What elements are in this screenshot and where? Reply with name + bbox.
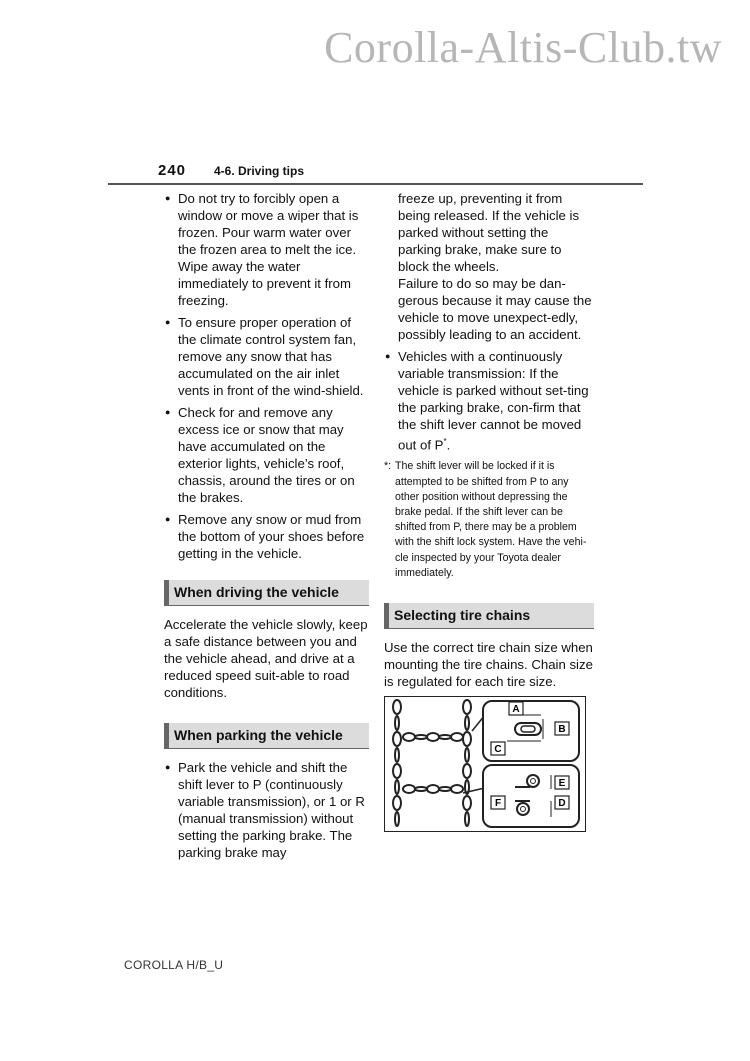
footnote-text: The shift lever will be locked if it is attempted to be shifted from P to any other position without depressing the brake pedal. If the shift lever can be shifted from P, there may be a problem with the shift lock system. Have the vehi-cle inspected by your Toyota dealer immediately. [395, 460, 587, 579]
label-c: C [494, 744, 502, 756]
section-title: 4-6. Driving tips [214, 164, 305, 178]
bullet-cvt [384, 348, 594, 453]
page-number: 240 [158, 162, 187, 179]
parking-continuation: freeze up, preventing it from being released. If the vehicle is parked without setting the parking brake, make sure to block the wheels. [398, 191, 580, 274]
driving-text: Accelerate the vehicle slowly, keep a safe distance between you and the vehicle ahead, and drive at a reduced speed suit-able to road conditions. [164, 617, 368, 700]
label-b: B [558, 724, 566, 736]
cvt-end: . [446, 437, 451, 453]
watermark: Corolla-Altis-Club.tw [324, 23, 722, 72]
upper-cross-chain [403, 733, 463, 741]
heading-parking: When parking the vehicle [164, 723, 369, 749]
label-d: D [558, 798, 566, 810]
label-e: E [558, 778, 566, 790]
heading-tire-chains: Selecting tire chains [384, 603, 594, 629]
footnote-mark: *: [384, 460, 392, 473]
bullet-climate-fan: ● To ensure proper operation of the climate control system fan, remove any snow that has accumulated on the air inlet vents in front of the wind-shield. [164, 314, 369, 399]
label-f: F [494, 798, 502, 810]
left-vertical-chain [393, 700, 401, 826]
right-vertical-chain [463, 700, 471, 826]
tire-chain-figure [384, 696, 586, 832]
label-a: A [512, 704, 520, 716]
left-column [164, 190, 369, 866]
tire-chain-diagram [385, 697, 585, 831]
footer-model: COROLLA H/B_U [124, 958, 224, 972]
lower-cross-chain [403, 785, 463, 793]
footnote-ref: * [443, 437, 447, 446]
cvt-text: Vehicles with a continuously variable transmission: If the vehicle is parked without set-ting the parking brake, con-firm that the shift lever cannot be moved out of P [398, 349, 589, 453]
chains-text: Use the correct tire chain size when mounting the tire chains. Chain size is regulated for each tire size. [384, 640, 593, 690]
footnote [384, 459, 594, 581]
bullet-shoes: ● Remove any snow or mud from the bottom of your shoes before getting in the vehicle. [164, 511, 369, 562]
heading-driving: When driving the vehicle [164, 580, 369, 606]
bullet-excess-ice: ● Check for and remove any excess ice or snow that may have accumulated on the exterior lights, vehicle’s roof, chassis, around the tires or on the brakes. [164, 404, 369, 506]
bullet-frozen-window: ● Do not try to forcibly open a window or move a wiper that is frozen. Pour warm water over the frozen area to melt the ice. Wipe away the water immediately to prevent it from freezing. [164, 190, 369, 309]
bullet-park-vehicle: ● Park the vehicle and shift the shift lever to P (continuously variable transmission), or 1 or R (manual transmission) without setting the parking brake. The parking brake may [164, 759, 369, 861]
header-rule [108, 183, 643, 185]
right-column [384, 190, 594, 832]
failure-note: Failure to do so may be dan-gerous because it may cause the vehicle to move unexpect-edly, possibly leading to an accident. [398, 276, 592, 342]
